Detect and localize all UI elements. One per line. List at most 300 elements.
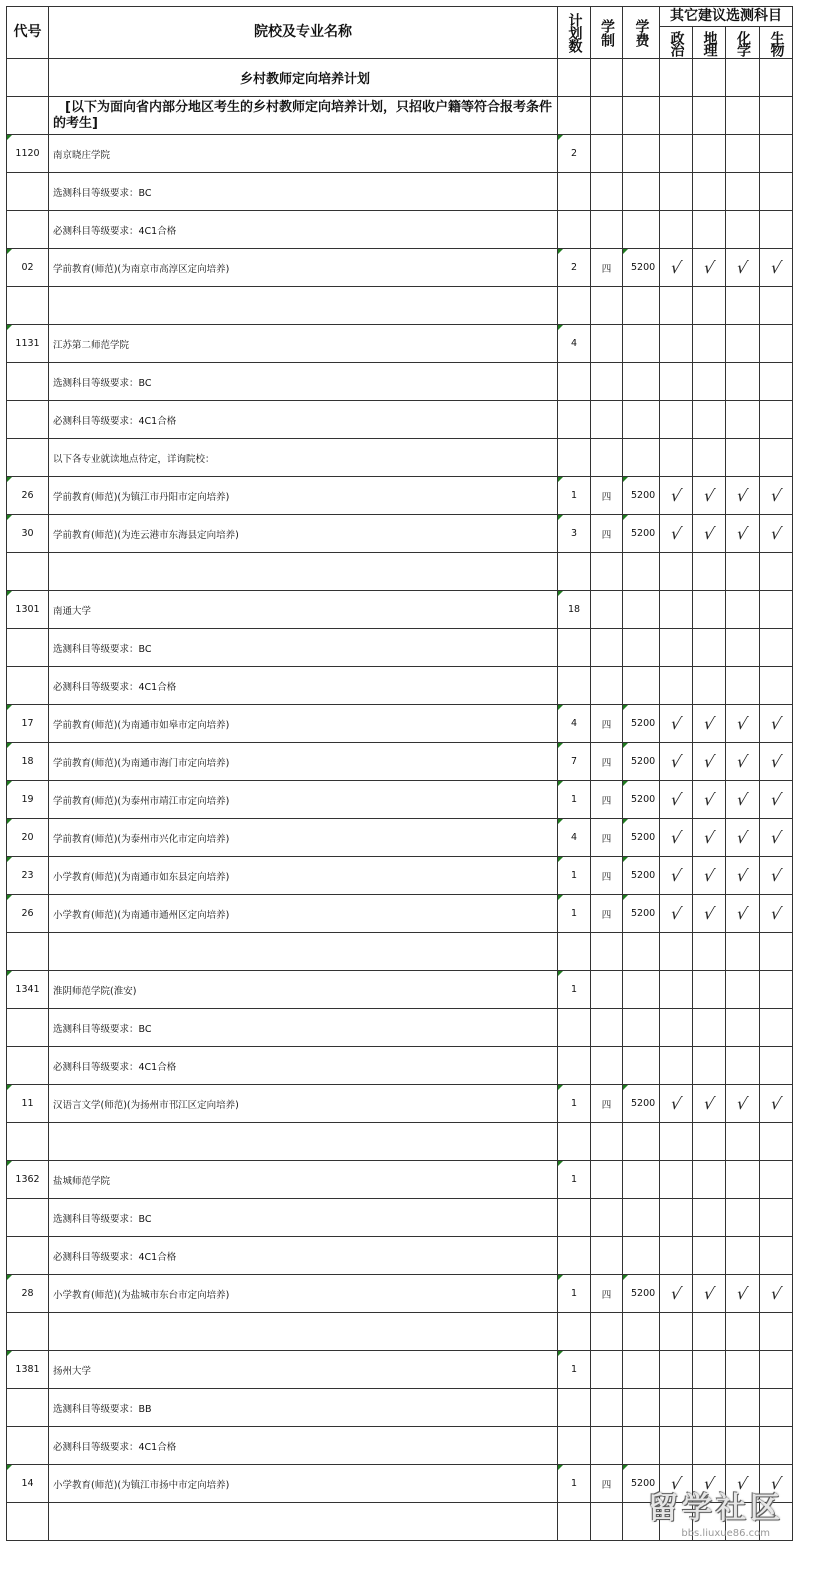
check-mark-icon: √ [701,904,717,923]
check-biology [760,1085,793,1123]
check-mark-icon: √ [668,790,684,809]
cell-empty [726,553,760,591]
requirement-text: 必测科目等级要求：4C1合格 [49,1047,558,1085]
check-biology [760,515,793,553]
check-mark-icon: √ [668,828,684,847]
plan-count: 7 [558,743,591,781]
blank-row [7,933,793,971]
plan-count: 3 [558,515,591,553]
cell-empty [623,173,660,211]
cell-empty [591,1047,623,1085]
cell-empty [726,173,760,211]
admission-plan-sheet [6,6,792,1541]
cell-empty [558,287,591,325]
major-code: 18 [7,743,49,781]
cell-empty [660,933,693,971]
cell-empty [726,325,760,363]
check-politics [660,857,693,895]
check-geography [693,819,726,857]
cell-empty [693,971,726,1009]
cell-empty [591,553,623,591]
requirement-row [7,173,793,211]
requirement-row [7,1199,793,1237]
cell-empty [693,1009,726,1047]
requirement-text: 选测科目等级要求：BC [49,1199,558,1237]
check-biology [760,857,793,895]
cell-empty [660,1237,693,1275]
check-chemistry [726,895,760,933]
check-mark-icon: √ [668,904,684,923]
cell-empty [726,971,760,1009]
cell-empty [760,1009,793,1047]
cell-empty [623,1199,660,1237]
check-mark-icon: √ [735,904,750,923]
cell-empty [49,1123,558,1161]
school-row [7,1161,793,1199]
check-mark-icon: √ [701,752,717,771]
check-geography [693,1465,726,1503]
tuition-fee: 5200 [623,477,660,515]
cell-empty [726,1389,760,1427]
cell-empty [660,1047,693,1085]
requirement-row [7,1047,793,1085]
plan-note-row [7,97,793,135]
blank-row [7,1313,793,1351]
check-mark-icon: √ [701,790,717,809]
school-name: 江苏第二师范学院 [49,325,558,363]
cell-empty [693,1161,726,1199]
plan-count: 18 [558,591,591,629]
check-mark-icon: √ [735,790,750,809]
cell-empty [760,211,793,249]
cell-empty [558,667,591,705]
cell-empty [591,667,623,705]
check-mark-icon: √ [668,1284,684,1303]
cell-empty [558,1009,591,1047]
cell-empty [558,1389,591,1427]
check-politics [660,249,693,287]
school-name: 南京晓庄学院 [49,135,558,173]
cell-empty [726,1237,760,1275]
check-politics [660,1275,693,1313]
cell-empty [7,933,49,971]
cell-empty [623,439,660,477]
plan-count: 1 [558,971,591,1009]
cell-empty [558,363,591,401]
cell-empty [760,591,793,629]
cell-empty [693,325,726,363]
cell-empty [7,553,49,591]
cell-empty [660,591,693,629]
tuition-fee: 5200 [623,1085,660,1123]
school-code: 1341 [7,971,49,1009]
cell-empty [693,591,726,629]
cell-empty [660,553,693,591]
school-name: 淮阴师范学院(淮安) [49,971,558,1009]
plan-title-row [7,59,793,97]
blank-row [7,1503,793,1541]
cell-empty [726,1503,760,1541]
check-mark-icon: √ [768,866,784,885]
cell-empty [760,1389,793,1427]
cell-empty [726,1123,760,1161]
cell-empty [693,1047,726,1085]
school-code: 1120 [7,135,49,173]
plan-count: 1 [558,781,591,819]
cell-empty [623,553,660,591]
cell-empty [693,1313,726,1351]
duration: 四 [591,477,623,515]
cell-empty [760,971,793,1009]
header-subject-geography: 地理 [693,27,726,59]
cell-empty [760,325,793,363]
check-mark-icon: √ [735,1094,750,1113]
major-row [7,515,793,553]
major-row [7,1275,793,1313]
tuition-fee: 5200 [623,895,660,933]
tuition-fee: 5200 [623,1275,660,1313]
cell-empty [7,667,49,705]
header-fee: 学费 [623,7,660,59]
cell-empty [49,287,558,325]
duration: 四 [591,895,623,933]
cell-empty [7,1009,49,1047]
cell-empty [660,1123,693,1161]
tuition-fee: 5200 [623,819,660,857]
cell-empty [623,325,660,363]
cell-empty [660,439,693,477]
check-biology [760,1275,793,1313]
check-mark-icon: √ [701,866,717,885]
check-geography [693,781,726,819]
duration: 四 [591,1465,623,1503]
tuition-fee: 5200 [623,249,660,287]
check-mark-icon: √ [701,1474,717,1493]
cell-empty [693,401,726,439]
check-biology [760,819,793,857]
cell-empty [660,629,693,667]
major-code: 14 [7,1465,49,1503]
cell-empty [591,1351,623,1389]
requirement-text: 选测科目等级要求：BC [49,363,558,401]
check-biology [760,781,793,819]
requirement-row [7,1427,793,1465]
major-code: 30 [7,515,49,553]
requirement-row [7,363,793,401]
check-mark-icon: √ [735,752,750,771]
tuition-fee: 5200 [623,515,660,553]
cell-empty [623,591,660,629]
check-chemistry [726,781,760,819]
cell-empty [7,59,49,97]
check-geography [693,477,726,515]
check-biology [760,249,793,287]
cell-empty [7,287,49,325]
check-biology [760,895,793,933]
check-politics [660,895,693,933]
duration: 四 [591,515,623,553]
duration: 四 [591,743,623,781]
check-mark-icon: √ [768,486,784,505]
school-code: 1301 [7,591,49,629]
cell-empty [726,591,760,629]
cell-empty [591,135,623,173]
major-name: 学前教育(师范)(为南通市海门市定向培养) [49,743,558,781]
check-mark-icon: √ [768,752,784,771]
tuition-fee: 5200 [623,705,660,743]
cell-empty [693,1427,726,1465]
requirement-text: 选测科目等级要求：BC [49,1009,558,1047]
cell-empty [726,1009,760,1047]
cell-empty [591,1199,623,1237]
cell-empty [558,1237,591,1275]
check-mark-icon: √ [768,828,784,847]
check-mark-icon: √ [668,714,684,733]
check-biology [760,1465,793,1503]
requirement-row [7,667,793,705]
cell-empty [660,325,693,363]
check-mark-icon: √ [768,790,784,809]
cell-empty [660,667,693,705]
cell-empty [726,1161,760,1199]
cell-empty [623,211,660,249]
duration: 四 [591,857,623,895]
cell-empty [693,1389,726,1427]
major-name: 学前教育(师范)(为泰州市靖江市定向培养) [49,781,558,819]
cell-empty [7,1047,49,1085]
cell-empty [726,211,760,249]
check-biology [760,477,793,515]
check-mark-icon: √ [735,866,750,885]
check-mark-icon: √ [668,866,684,885]
cell-empty [623,363,660,401]
plan-count: 1 [558,477,591,515]
cell-empty [760,1427,793,1465]
cell-empty [660,363,693,401]
cell-empty [726,363,760,401]
cell-empty [693,135,726,173]
cell-empty [726,401,760,439]
cell-empty [7,401,49,439]
major-name: 学前教育(师范)(为南京市高淳区定向培养) [49,249,558,287]
cell-empty [49,553,558,591]
check-politics [660,515,693,553]
major-row [7,1465,793,1503]
check-politics [660,743,693,781]
major-name: 学前教育(师范)(为连云港市东海县定向培养) [49,515,558,553]
watermark-logo-text: 留学社区 [648,1491,784,1526]
major-code: 26 [7,477,49,515]
check-biology [760,705,793,743]
cell-empty [660,971,693,1009]
requirement-row [7,1237,793,1275]
cell-empty [760,1123,793,1161]
major-code: 02 [7,249,49,287]
duration: 四 [591,1085,623,1123]
header-other-subjects: 其它建议选测科目 [660,7,793,27]
major-code: 23 [7,857,49,895]
major-code: 19 [7,781,49,819]
plan-count: 1 [558,1161,591,1199]
cell-empty [558,401,591,439]
cell-empty [623,1389,660,1427]
cell-empty [760,287,793,325]
cell-empty [558,1503,591,1541]
cell-empty [760,439,793,477]
plan-note [49,97,558,135]
blank-row [7,553,793,591]
cell-empty [693,287,726,325]
cell-empty [558,933,591,971]
cell-empty [693,667,726,705]
cell-empty [591,401,623,439]
check-geography [693,1275,726,1313]
cell-empty [591,211,623,249]
requirement-text: 必测科目等级要求：4C1合格 [49,1237,558,1275]
cell-empty [693,1199,726,1237]
cell-empty [7,211,49,249]
cell-empty [591,1427,623,1465]
check-mark-icon: √ [735,714,750,733]
check-mark-icon: √ [668,1474,684,1493]
header-subject-biology: 生物 [760,27,793,59]
check-mark-icon: √ [768,904,784,923]
check-politics [660,1085,693,1123]
duration: 四 [591,705,623,743]
plan-count: 4 [558,819,591,857]
check-mark-icon: √ [768,1094,784,1113]
cell-empty [591,1123,623,1161]
duration: 四 [591,819,623,857]
plan-count: 2 [558,249,591,287]
major-row [7,705,793,743]
school-name: 盐城师范学院 [49,1161,558,1199]
school-code: 1381 [7,1351,49,1389]
cell-empty [760,401,793,439]
cell-empty [760,629,793,667]
check-mark-icon: √ [668,258,684,277]
plan-count: 1 [558,1351,591,1389]
cell-empty [591,1313,623,1351]
major-name: 小学教育(师范)(为南通市如东县定向培养) [49,857,558,895]
cell-empty [623,287,660,325]
cell-empty [760,1503,793,1541]
cell-empty [623,1351,660,1389]
check-mark-icon: √ [701,524,717,543]
cell-empty [726,1047,760,1085]
check-geography [693,1085,726,1123]
cell-empty [660,211,693,249]
cell-empty [760,553,793,591]
cell-empty [558,1047,591,1085]
check-mark-icon: √ [735,486,750,505]
check-mark-icon: √ [701,258,717,277]
school-row [7,325,793,363]
check-mark-icon: √ [768,524,784,543]
cell-empty [693,439,726,477]
plan-count: 1 [558,1465,591,1503]
blank-row [7,1123,793,1161]
check-mark-icon: √ [668,524,684,543]
cell-empty [693,1503,726,1541]
cell-empty [591,971,623,1009]
cell-empty [693,173,726,211]
major-code: 17 [7,705,49,743]
check-mark-icon: √ [768,714,784,733]
major-code: 28 [7,1275,49,1313]
requirement-text: 必测科目等级要求：4C1合格 [49,667,558,705]
check-mark-icon: √ [735,828,750,847]
cell-empty [558,173,591,211]
cell-empty [660,1313,693,1351]
check-chemistry [726,819,760,857]
requirement-row [7,439,793,477]
check-chemistry [726,515,760,553]
cell-empty [726,439,760,477]
requirement-row [7,1389,793,1427]
header-subject-politics: 政治 [660,27,693,59]
cell-empty [7,439,49,477]
check-politics [660,477,693,515]
major-code: 26 [7,895,49,933]
requirement-row [7,1009,793,1047]
cell-empty [760,363,793,401]
header-duration: 学制 [591,7,623,59]
cell-empty [591,933,623,971]
major-row [7,1085,793,1123]
cell-empty [726,1199,760,1237]
cell-empty [7,1503,49,1541]
requirement-text: 选测科目等级要求：BB [49,1389,558,1427]
major-name: 学前教育(师范)(为镇江市丹阳市定向培养) [49,477,558,515]
major-name: 汉语言文学(师范)(为扬州市邗江区定向培养) [49,1085,558,1123]
plan-title: 乡村教师定向培养计划 [49,59,558,97]
plan-count: 4 [558,705,591,743]
cell-empty [591,173,623,211]
cell-empty [760,1313,793,1351]
cell-empty [660,173,693,211]
requirement-text: 必测科目等级要求：4C1合格 [49,211,558,249]
cell-empty [726,135,760,173]
check-geography [693,249,726,287]
check-mark-icon: √ [768,258,784,277]
cell-empty [726,629,760,667]
cell-empty [660,1199,693,1237]
tuition-fee: 5200 [623,1465,660,1503]
check-mark-icon: √ [701,486,717,505]
cell-empty [760,933,793,971]
school-code: 1362 [7,1161,49,1199]
cell-empty [7,1313,49,1351]
cell-empty [591,1389,623,1427]
cell-empty [660,287,693,325]
cell-empty [591,1009,623,1047]
cell-empty [660,1427,693,1465]
cell-empty [660,1389,693,1427]
cell-empty [7,173,49,211]
cell-empty [591,325,623,363]
cell-empty [558,439,591,477]
check-mark-icon: √ [668,486,684,505]
school-row [7,971,793,1009]
check-mark-icon: √ [701,828,717,847]
school-name: 扬州大学 [49,1351,558,1389]
cell-empty [760,1047,793,1085]
check-chemistry [726,1465,760,1503]
cell-empty [726,1313,760,1351]
tuition-fee: 5200 [623,743,660,781]
cell-empty [623,1123,660,1161]
